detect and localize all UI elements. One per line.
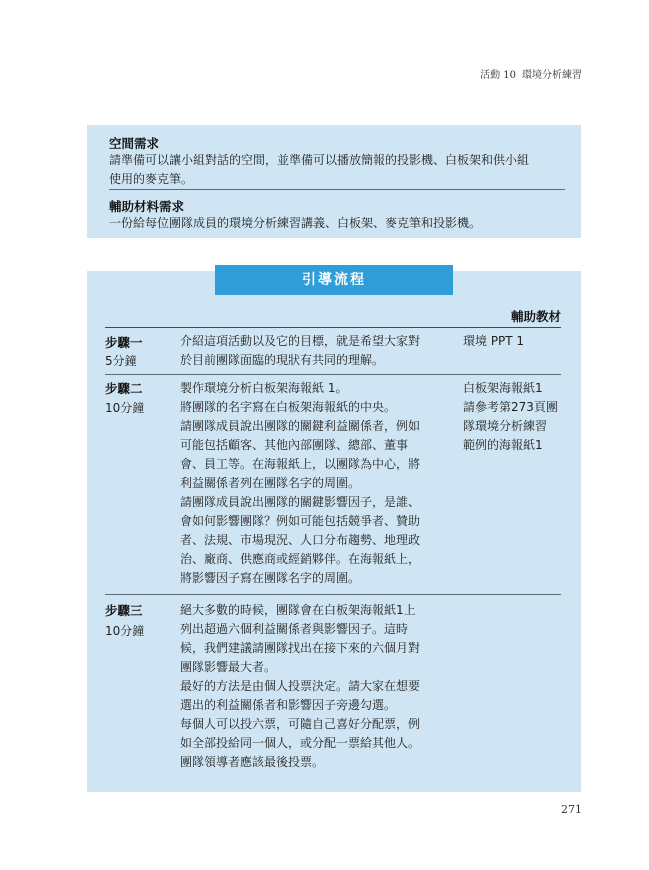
materials-column-header: 輔助教材 <box>510 309 561 324</box>
step-text-line: 列出超過六個利益關係者與影響因子。這時 <box>180 622 409 636</box>
page-number: 271 <box>561 803 582 816</box>
step-text-line: 絕大多數的時候，團隊會在白板架海報紙1上 <box>180 603 416 617</box>
step-divider <box>105 374 561 375</box>
step-text-line: 於目前團隊面臨的現狀有共同的理解。 <box>180 353 385 367</box>
step-text-line: 將影響因子寫在團隊名字的周圍。 <box>180 571 361 585</box>
step-text-line: 候，我們建議請團隊找出在接下來的六個月對 <box>180 641 421 655</box>
space-requirements-heading: 空間需求 <box>109 136 160 151</box>
step-material-line: 白板架海報紙1 <box>463 381 543 395</box>
process-title: 引導流程 <box>215 265 453 295</box>
step-text-line: 選出的利益關係者和影響因子旁邊勾選。 <box>180 698 397 712</box>
step-text-line: 每個人可以投六票，可隨自己喜好分配票，例 <box>180 717 421 731</box>
step-text-line: 如全部投給同一個人，或分配一票給其他人。 <box>180 736 421 750</box>
step-label: 步驟二 <box>105 381 143 396</box>
space-requirements-line: 請準備可以讓小組對話的空間，並準備可以播放簡報的投影機、白板架和供小組 <box>109 153 530 167</box>
step-text-line: 製作環境分析白板架海報紙 1。 <box>180 381 348 395</box>
step-material-line: 隊環境分析練習 <box>463 419 548 433</box>
materials-requirements-heading: 輔助材料需求 <box>109 199 185 214</box>
step-description <box>180 332 452 370</box>
requirements-box <box>87 125 581 238</box>
step-duration: 10分鐘 <box>105 624 145 638</box>
step-text-line: 團隊影響最大者。 <box>180 660 277 674</box>
activity-number: 活動 10 <box>480 70 516 81</box>
facilitation-process-box <box>87 271 581 792</box>
step-text-line: 可能包括顧客、其他內部團隊、總部、董事 <box>180 438 409 452</box>
step-divider <box>105 594 561 595</box>
table-top-rule <box>105 327 561 328</box>
step-materials <box>463 332 573 351</box>
step-text-line: 治、廠商、供應商或經銷夥伴。在海報紙上， <box>180 552 421 566</box>
step-text-line: 利益關係者列在團隊名字的周圍。 <box>180 476 361 490</box>
section-divider <box>109 189 565 190</box>
step-description <box>180 601 452 772</box>
materials-requirements-text: 一份給每位團隊成員的環境分析練習講義、白板架、麥克筆和投影機。 <box>109 216 482 230</box>
step-text-line: 請團隊成員說出團隊的關鍵影響因子，是誰、 <box>180 495 421 509</box>
step-text-line: 將團隊的名字寫在白板架海報紙的中央。 <box>180 400 397 414</box>
step-text-line: 會如何影響團隊？例如可能包括競爭者、贊助 <box>180 514 421 528</box>
step-text-line: 者、法規、市場現況、人口分布趨勢、地理政 <box>180 533 421 547</box>
step-text-line: 請團隊成員說出團隊的關鍵利益關係者，例如 <box>180 419 421 433</box>
running-header <box>480 66 582 81</box>
step-text-line: 團隊領導者應該最後投票。 <box>180 755 325 769</box>
space-requirements-line: 使用的麥克筆。 <box>109 172 194 186</box>
step-material-line: 環境 PPT 1 <box>463 334 525 348</box>
step-text-line: 最好的方法是由個人投票決定。請大家在想要 <box>180 679 421 693</box>
step-label: 步驟一 <box>105 335 143 350</box>
activity-title: 環境分析練習 <box>522 70 582 81</box>
step-materials <box>463 379 573 455</box>
step-duration: 10分鐘 <box>105 401 145 415</box>
space-requirements-text <box>109 151 569 189</box>
step-text-line: 介紹這項活動以及它的目標，就是希望大家對 <box>180 334 421 348</box>
step-duration: 5分鐘 <box>105 354 137 368</box>
step-description <box>180 379 452 588</box>
step-label: 步驟三 <box>105 603 143 618</box>
step-text-line: 會、員工等。在海報紙上，以團隊為中心，將 <box>180 457 421 471</box>
step-material-line: 請參考第273頁團 <box>463 400 558 414</box>
step-material-line: 範例的海報紙1 <box>463 438 543 452</box>
